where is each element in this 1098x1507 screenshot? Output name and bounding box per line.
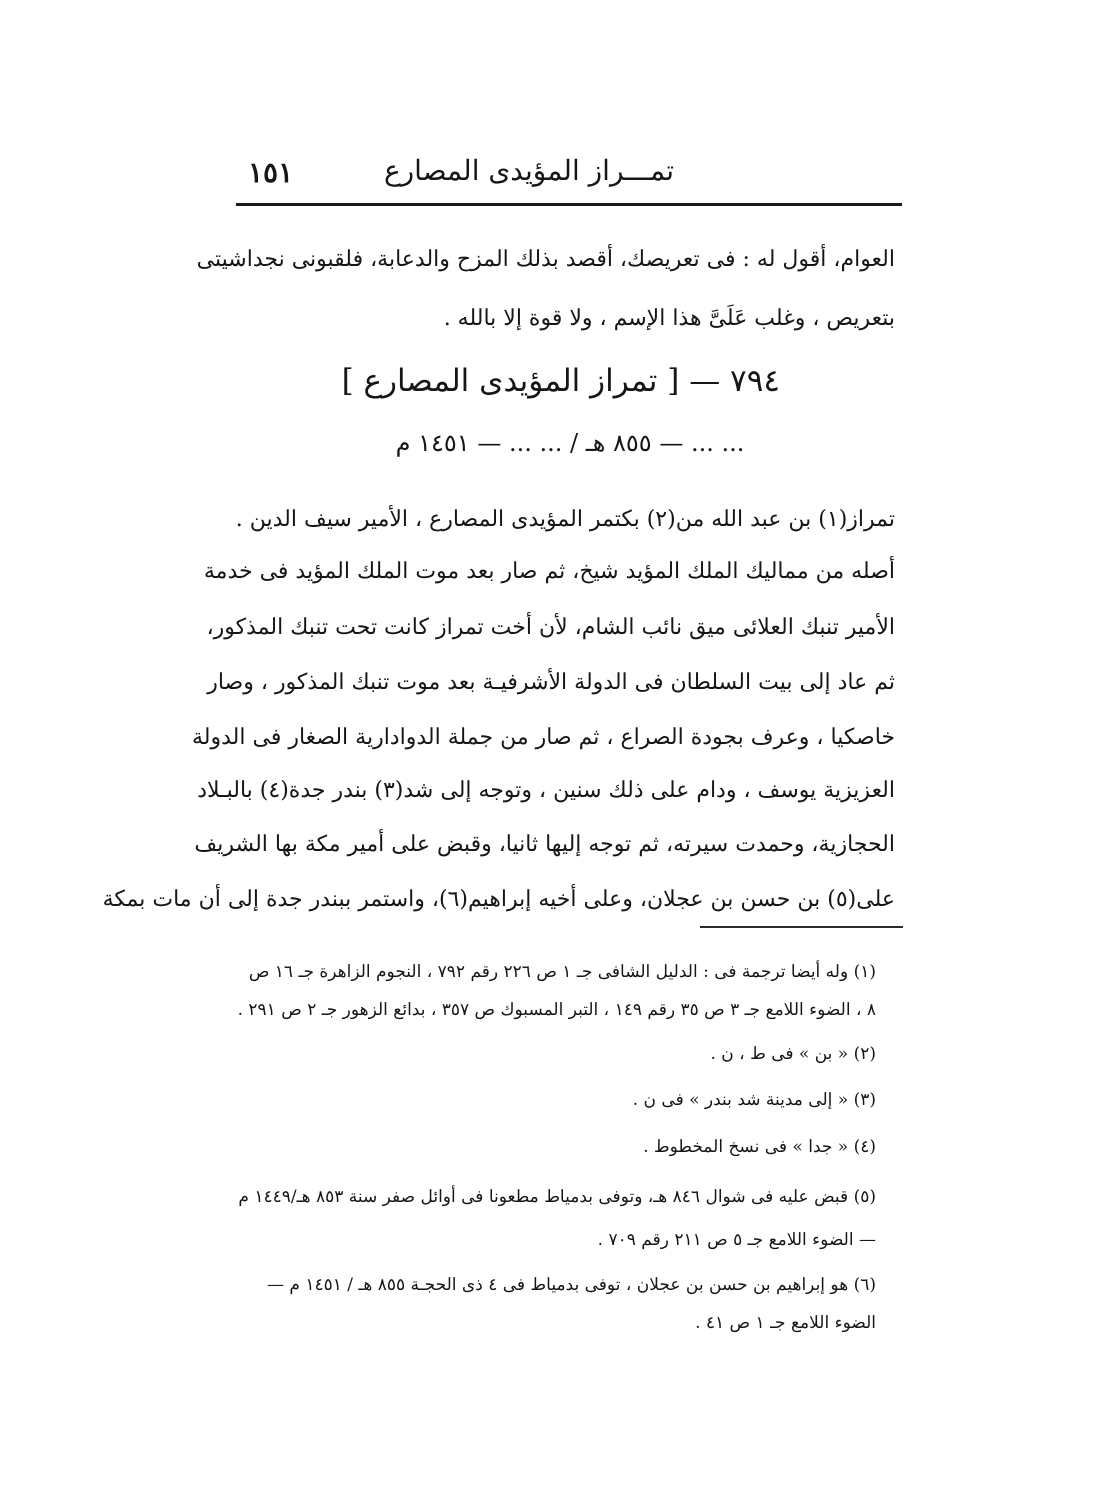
body-line: العزيزية يوسف ، ودام على ذلك سنين ، وتوجه إلى شد(٣) بندر جدة(٤) بالبـلاد — [197, 778, 895, 803]
entry-title: ٧٩٤ — [ تمراز المؤيدى المصارع ] — [341, 363, 780, 399]
entry-dates: ... ... — ٨٥٥ هـ / ... ... — ١٤٥١ م — [395, 429, 745, 457]
page-header — [236, 148, 900, 200]
footnote: (٥) قبض عليه فى شوال ٨٤٦ هـ، وتوفى بدمياط مطعونا فى أوائل صفر سنة ٨٥٣ هـ/١٤٤٩ م — [238, 1187, 876, 1207]
body-line: الأمير تنبك العلائى ميق نائب الشام، لأن أخت تمراز كانت تحت تنبك المذكور، — [206, 615, 895, 640]
body-line: الحجازية، وحمدت سيرته، ثم توجه إليها ثانيا، وقبض على أمير مكة بها الشريف — [194, 832, 895, 857]
footnote: (٣) « إلى مدينة شد بندر » فى ن . — [632, 1090, 876, 1110]
entry-name-line: تمراز(١) بن عبد الله من(٢) بكتمر المؤيدى المصارع ، الأمير سيف الدين . — [235, 507, 895, 532]
footnote-rule — [700, 926, 903, 928]
body-line: ثم عاد إلى بيت السلطان فى الدولة الأشرفيـة بعد موت تنبك المذكور ، وصار — [207, 670, 895, 695]
body-line: خاصكيا ، وعرف بجودة الصراع ، ثم صار من جملة الدوادارية الصغار فى الدولة — [192, 725, 895, 750]
footnote: ٨ ، الضوء اللامع جـ ٣ ص ٣٥ رقم ١٤٩ ، التبر المسبوك ص ٣٥٧ ، بدائع الزهور جـ ٢ ص ٢٩١ . — [237, 1000, 876, 1020]
header-rule — [236, 203, 902, 206]
footnote: (١) وله أيضا ترجمة فى : الدليل الشافى جـ ١ ص ٢٢٦ رقم ٧٩٢ ، النجوم الزاهرة جـ ١٦ ص — [248, 962, 876, 982]
footnote: الضوء اللامع جـ ١ ص ٤١ . — [695, 1313, 876, 1333]
footnote: (٦) هو إبراهيم بن حسن بن عجلان ، توفى بدمياط فى ٤ ذى الحجـة ٨٥٥ هـ / ١٤٥١ م — — [266, 1275, 876, 1295]
intro-line: بتعريص ، وغلب عَلَىَّ هذا الإسم ، ولا قوة إلا بالله . — [443, 306, 895, 331]
intro-line: العوام، أقول له : فى تعريصك، أقصد بذلك المزح والدعابة، فلقبونى نجداشيتى — [196, 247, 895, 272]
footnote: (٤) « جدا » فى نسخ المخطوط . — [643, 1137, 876, 1157]
page-number: ١٥١ — [248, 156, 294, 189]
body-line: أصله من مماليك الملك المؤيد شيخ، ثم صار بعد موت الملك المؤيد فى خدمة — [203, 559, 895, 584]
running-title: تمـــراز المؤيدى المصارع — [383, 154, 674, 187]
footnote: — الضوء اللامع جـ ٥ ص ٢١١ رقم ٧٠٩ . — [597, 1230, 876, 1250]
body-line: على(٥) بن حسن بن عجلان، وعلى أخيه إبراهيم(٦)، واستمر ببندر جدة إلى أن مات بمكة — [102, 887, 895, 912]
footnote: (٢) « بن » فى ط ، ن . — [710, 1044, 876, 1064]
